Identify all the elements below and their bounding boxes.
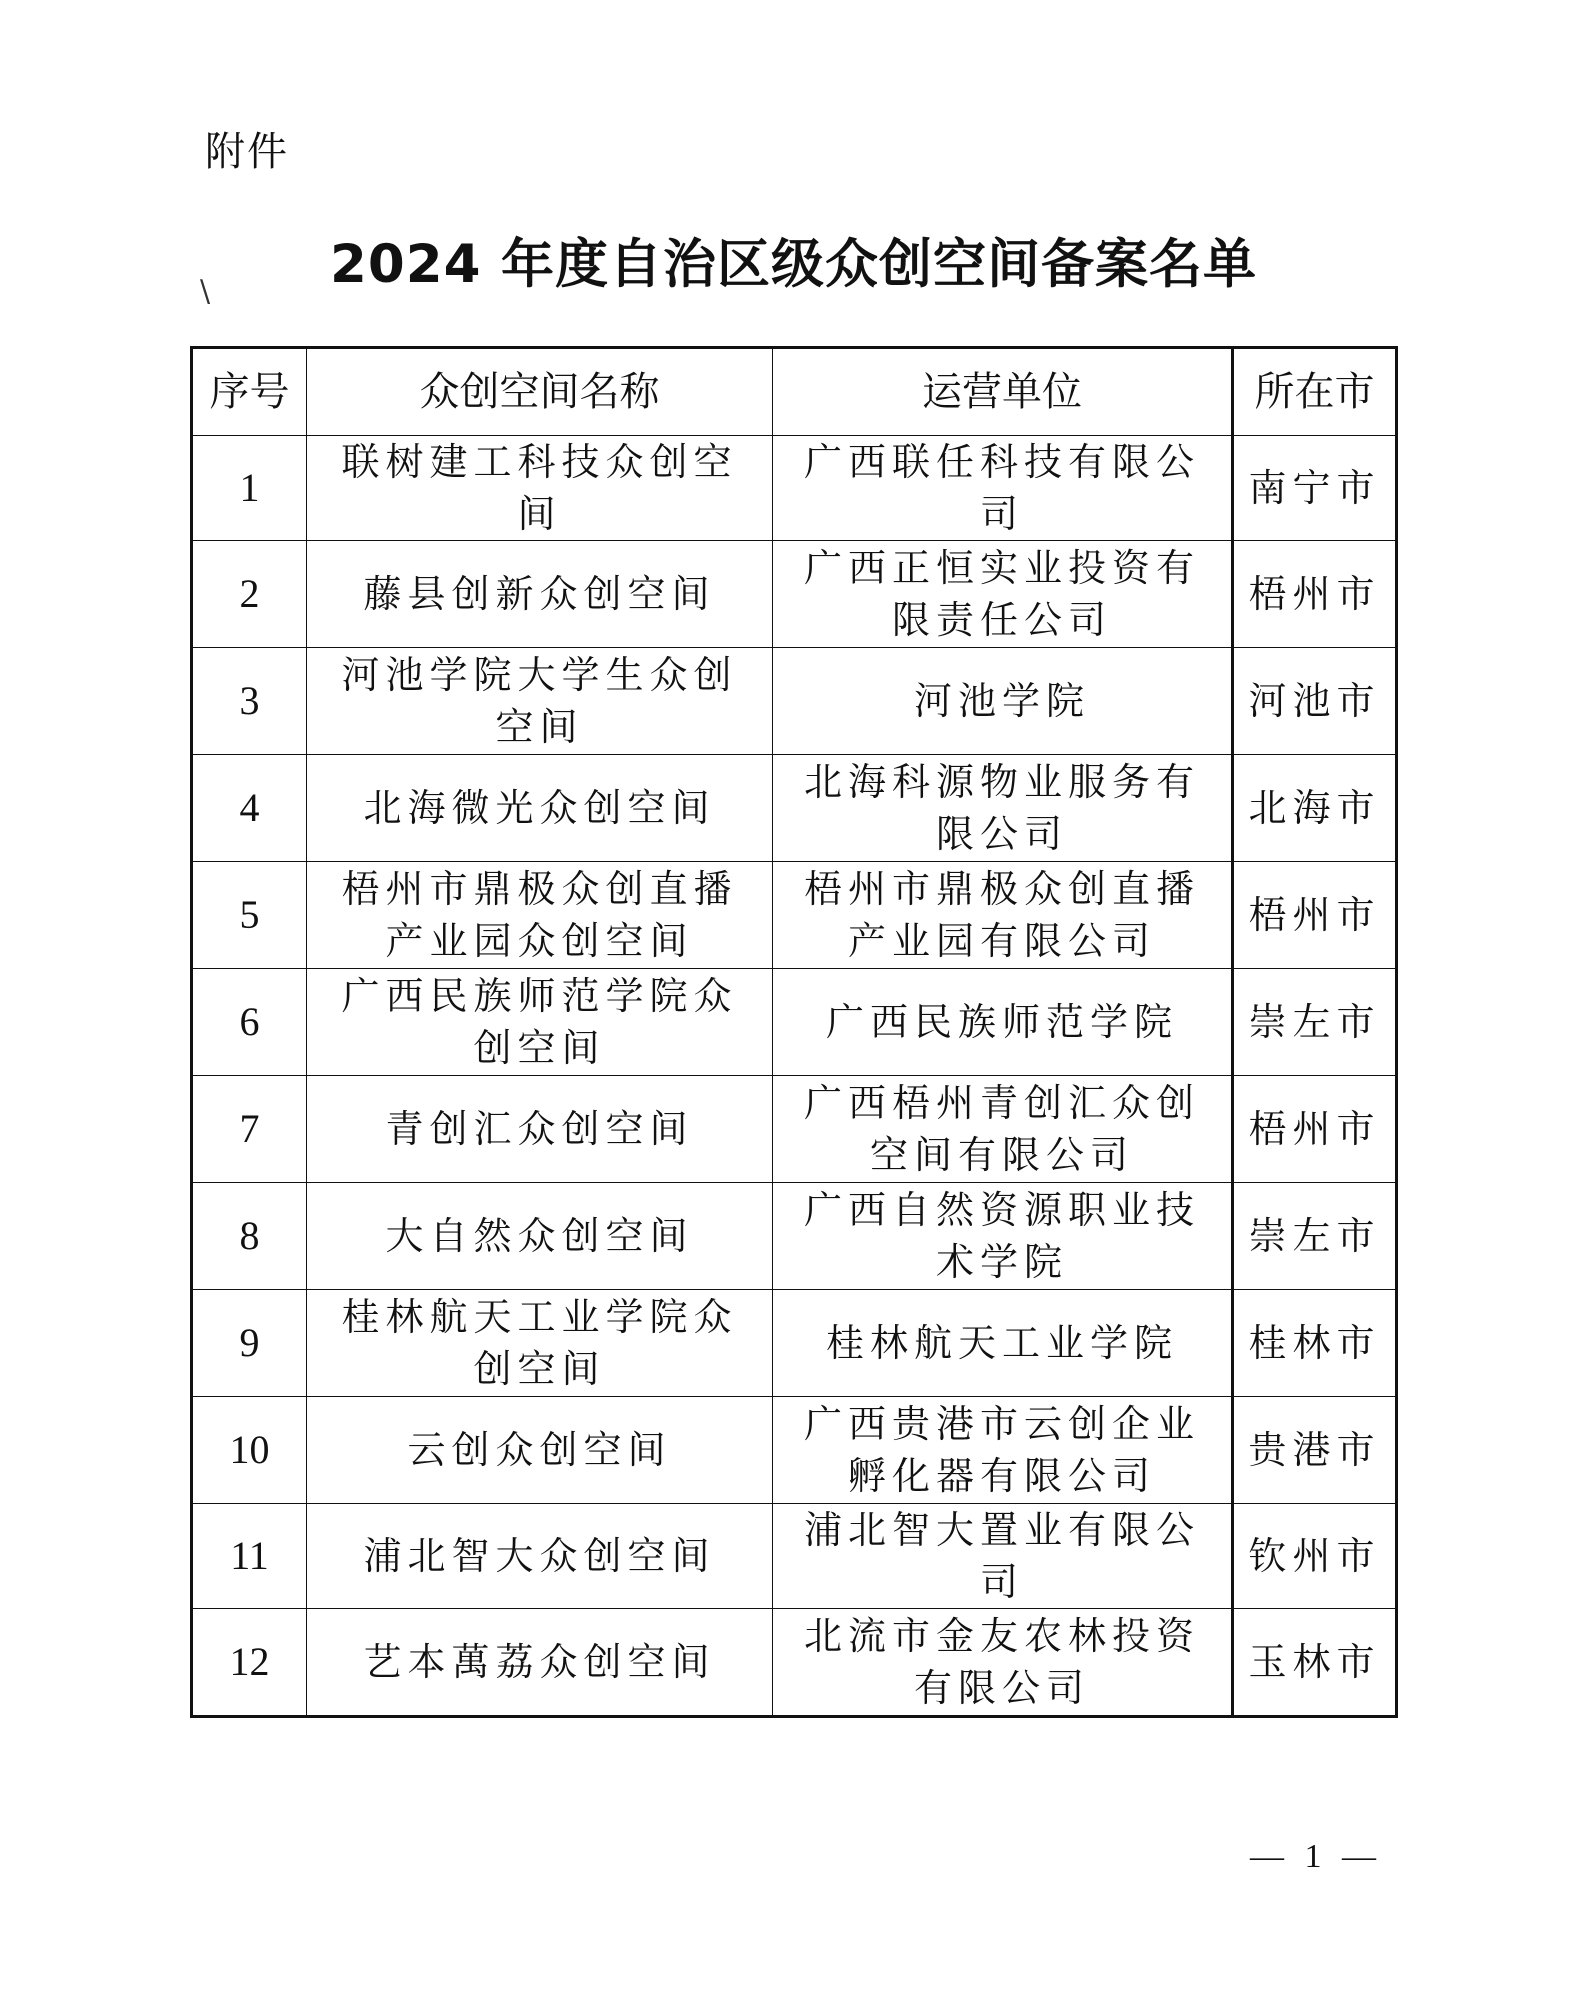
- row-city: 桂林市: [1233, 1290, 1397, 1397]
- row-operator: 浦北智大置业有限公司: [773, 1504, 1233, 1609]
- row-index: 4: [192, 755, 307, 862]
- row-operator: 广西贵港市云创企业孵化器有限公司: [773, 1397, 1233, 1504]
- header-space-name: 众创空间名称: [307, 348, 773, 436]
- row-space-name: 浦北智大众创空间: [307, 1504, 773, 1609]
- document-title: 2024 年度自治区级众创空间备案名单: [330, 234, 1257, 295]
- row-operator: 梧州市鼎极众创直播产业园有限公司: [773, 862, 1233, 969]
- page-number: — 1 —: [1250, 1838, 1382, 1875]
- row-index: 6: [192, 969, 307, 1076]
- row-space-name: 联树建工科技众创空间: [307, 436, 773, 541]
- row-space-name: 桂林航天工业学院众创空间: [307, 1290, 773, 1397]
- header-city: 所在市: [1233, 348, 1397, 436]
- table-row: [192, 755, 1397, 862]
- row-index: 11: [192, 1504, 307, 1609]
- row-index: 5: [192, 862, 307, 969]
- table-row: [192, 541, 1397, 648]
- row-city: 梧州市: [1233, 862, 1397, 969]
- attachment-label: 附件: [205, 129, 289, 175]
- row-operator: 北流市金友农林投资有限公司: [773, 1609, 1233, 1717]
- row-space-name: 河池学院大学生众创空间: [307, 648, 773, 755]
- row-city: 钦州市: [1233, 1504, 1397, 1609]
- row-operator: 河池学院: [773, 648, 1233, 755]
- record-table: [190, 346, 1398, 1718]
- row-space-name: 广西民族师范学院众创空间: [307, 969, 773, 1076]
- header-operator: 运营单位: [773, 348, 1233, 436]
- stray-mark: \: [200, 274, 211, 309]
- row-index: 12: [192, 1609, 307, 1717]
- row-operator: 广西联任科技有限公司: [773, 436, 1233, 541]
- table-row: [192, 1076, 1397, 1183]
- row-index: 7: [192, 1076, 307, 1183]
- row-city: 南宁市: [1233, 436, 1397, 541]
- row-operator: 广西正恒实业投资有限责任公司: [773, 541, 1233, 648]
- row-index: 9: [192, 1290, 307, 1397]
- row-index: 1: [192, 436, 307, 541]
- row-city: 崇左市: [1233, 969, 1397, 1076]
- header-index: 序号: [192, 348, 307, 436]
- row-city: 梧州市: [1233, 1076, 1397, 1183]
- row-city: 河池市: [1233, 648, 1397, 755]
- row-space-name: 云创众创空间: [307, 1397, 773, 1504]
- row-space-name: 梧州市鼎极众创直播产业园众创空间: [307, 862, 773, 969]
- table-row: [192, 1609, 1397, 1717]
- table-row: [192, 436, 1397, 541]
- row-space-name: 艺本萬荔众创空间: [307, 1609, 773, 1717]
- row-space-name: 藤县创新众创空间: [307, 541, 773, 648]
- row-operator: 广西民族师范学院: [773, 969, 1233, 1076]
- row-city: 梧州市: [1233, 541, 1397, 648]
- row-index: 10: [192, 1397, 307, 1504]
- row-city: 玉林市: [1233, 1609, 1397, 1717]
- row-city: 崇左市: [1233, 1183, 1397, 1290]
- row-operator: 广西自然资源职业技术学院: [773, 1183, 1233, 1290]
- table-row: [192, 969, 1397, 1076]
- row-index: 2: [192, 541, 307, 648]
- row-space-name: 青创汇众创空间: [307, 1076, 773, 1183]
- table-row: [192, 648, 1397, 755]
- table-row: [192, 1290, 1397, 1397]
- row-city: 贵港市: [1233, 1397, 1397, 1504]
- table-header-row: [192, 348, 1397, 436]
- row-space-name: 大自然众创空间: [307, 1183, 773, 1290]
- row-operator: 北海科源物业服务有限公司: [773, 755, 1233, 862]
- table-row: [192, 1504, 1397, 1609]
- row-index: 3: [192, 648, 307, 755]
- row-space-name: 北海微光众创空间: [307, 755, 773, 862]
- table-row: [192, 1183, 1397, 1290]
- row-index: 8: [192, 1183, 307, 1290]
- table-row: [192, 1397, 1397, 1504]
- row-operator: 广西梧州青创汇众创空间有限公司: [773, 1076, 1233, 1183]
- table-row: [192, 862, 1397, 969]
- row-operator: 桂林航天工业学院: [773, 1290, 1233, 1397]
- row-city: 北海市: [1233, 755, 1397, 862]
